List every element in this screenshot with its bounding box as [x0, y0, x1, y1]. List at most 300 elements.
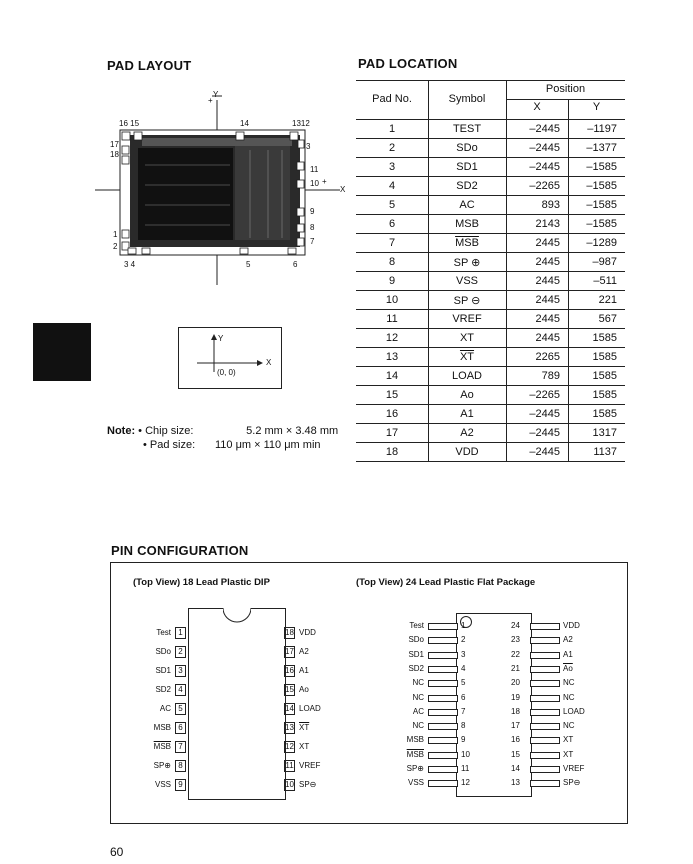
page-number: 60 [110, 845, 124, 859]
origin-y-label: Y [218, 334, 224, 343]
column-divider [506, 386, 507, 404]
pad-no-cell: 14 [385, 370, 399, 382]
flat-pin-lead [428, 637, 458, 644]
pad-no-cell: 1 [388, 123, 396, 135]
flat-pin-lead [428, 666, 458, 673]
pad-row [356, 138, 625, 157]
pad-x-cell: –2445 [529, 446, 560, 458]
flat-pin-lead [530, 737, 560, 744]
flat-title: (Top View) 24 Lead Plastic Flat Package [356, 577, 536, 588]
column-divider [506, 405, 507, 423]
column-divider [568, 196, 569, 214]
pad-symbol-cell: A2 [460, 427, 474, 439]
column-divider [428, 291, 429, 309]
dip-pin-label: VDD [299, 628, 316, 637]
flat-pin-number: 3 [461, 649, 466, 659]
pad-row [356, 195, 625, 214]
column-divider [568, 348, 569, 366]
column-divider [506, 158, 507, 176]
pad-location-table-wrap [356, 80, 625, 462]
pad-symbol-cell: VSS [455, 275, 478, 287]
flat-pin-label: SD1 [408, 649, 424, 659]
column-divider [428, 120, 429, 138]
pad-symbol-cell: SDo [456, 142, 478, 154]
axis-plus-x: + [322, 177, 327, 186]
pad-label-18: 18 [110, 150, 119, 159]
flat-pin-label: SD2 [408, 663, 424, 673]
header-position: Position [545, 83, 586, 95]
die-layout-figure [90, 90, 350, 290]
flat-pin-number: 23 [511, 635, 520, 645]
pad-location-rows [356, 119, 625, 462]
flat-pin-label: VREF [563, 764, 585, 773]
dip-pin-number: 13 [285, 723, 294, 732]
column-divider [428, 139, 429, 157]
column-divider [506, 234, 507, 252]
column-divider [506, 291, 507, 309]
flat-pin-number: 10 [461, 749, 470, 759]
column-divider [568, 253, 569, 271]
flat-pin-number: 12 [461, 778, 470, 788]
chip-size-label: • Chip size: [138, 425, 194, 437]
dip-pin-number: 11 [285, 761, 294, 770]
pad-row [356, 233, 625, 252]
flat-pin-lead [530, 709, 560, 716]
pad-row [356, 290, 625, 309]
flat-pin-label: Test [409, 621, 424, 630]
flat-pin-label: AC [412, 706, 424, 716]
pad-symbol-cell: TEST [452, 123, 482, 135]
pad-label-2: 2 [113, 242, 118, 251]
dip-title: (Top View) 18 Lead Plastic DIP [133, 577, 270, 588]
pad-label-1312: 1312 [292, 119, 310, 128]
dip-notch [223, 608, 251, 624]
column-divider [568, 386, 569, 404]
pad-x-cell: –2445 [529, 427, 560, 439]
column-divider [568, 405, 569, 423]
column-divider [506, 272, 507, 290]
pad-row [356, 385, 625, 404]
pad-no-cell: 7 [388, 237, 396, 249]
pad-x-cell: 2445 [535, 332, 560, 344]
dip-pin-number: 17 [285, 647, 294, 656]
axis-plus-label: + [208, 96, 213, 105]
flat-pin-number: 1 [461, 621, 466, 630]
pad-no-cell: 4 [388, 180, 396, 192]
dip-pin-label: A1 [299, 666, 309, 675]
dip-pin-label: VSS [154, 780, 171, 789]
pad-x-cell: 893 [541, 199, 560, 211]
dip-package-body [188, 608, 286, 800]
header-x: X [533, 101, 541, 113]
origin-x-label: X [266, 358, 272, 367]
column-divider [506, 215, 507, 233]
pad-label-1: 1 [113, 230, 118, 239]
pad-row [356, 214, 625, 233]
pad-no-cell: 8 [388, 256, 396, 268]
flat-pin-lead [530, 637, 560, 644]
chip-size-value: 5.2 mm × 3.48 mm [246, 425, 339, 437]
dip-pin-label: VREF [299, 761, 321, 770]
pad-y-cell: –987 [592, 256, 617, 268]
pad-row [356, 252, 625, 271]
column-divider [506, 348, 507, 366]
pad-row [356, 404, 625, 423]
pad-symbol-cell: SP ⊖ [453, 295, 481, 307]
flat-pin-label: $\overline{Ao}$ [563, 663, 573, 673]
dip-pin-number: 8 [175, 760, 186, 772]
pad-no-cell: 5 [388, 199, 396, 211]
column-divider [568, 424, 569, 442]
flat-pin-number: 18 [511, 706, 520, 716]
column-divider [428, 348, 429, 366]
pad-y-cell: 567 [598, 313, 617, 325]
pad-no-cell: 18 [385, 446, 399, 458]
pad-x-cell: 2445 [535, 294, 560, 306]
column-divider [428, 310, 429, 328]
column-divider [568, 329, 569, 347]
column-divider [568, 291, 569, 309]
pad-y-cell: –1197 [587, 123, 617, 135]
pad-no-cell: 10 [385, 294, 399, 306]
dip-pin-label: $\overline{XT}$ [299, 723, 310, 732]
pad-row [356, 271, 625, 290]
column-divider [568, 215, 569, 233]
dip-pin-number: 5 [175, 703, 186, 715]
flat-pin-label: XT [563, 749, 574, 759]
dip-pin-label: XT [299, 742, 310, 751]
flat-pin-lead [530, 652, 560, 659]
dip-pin-label: SD1 [155, 666, 171, 675]
column-divider [568, 177, 569, 195]
pad-symbol-cell: $\overline{XT}$ [459, 351, 475, 363]
flat-pin-label: NC [412, 692, 424, 702]
column-divider [428, 424, 429, 442]
column-divider [428, 196, 429, 214]
flat-pin-lead [428, 766, 458, 773]
dip-pin-number: 1 [175, 627, 186, 639]
pad-x-cell: –2445 [529, 142, 560, 154]
dip-pin-label: Test [156, 628, 171, 637]
column-divider [506, 253, 507, 271]
pad-y-cell: 221 [598, 294, 617, 306]
pad-y-cell: 1317 [592, 427, 617, 439]
flat-pin-number: 19 [511, 692, 520, 702]
pad-no-cell: 16 [385, 408, 399, 420]
pad-label-16-15: 16 15 [119, 119, 140, 128]
column-divider [506, 443, 507, 461]
dip-pin-number: 9 [175, 779, 186, 791]
column-divider [428, 367, 429, 385]
dip-pin-number: 3 [175, 665, 186, 677]
pad-no-cell: 17 [385, 427, 399, 439]
header-symbol: Symbol [448, 93, 486, 105]
dip-pin-number: 2 [175, 646, 186, 658]
pad-no-cell: 13 [385, 351, 399, 363]
flat-pin-label: XT [563, 735, 574, 745]
pad-label-8: 8 [310, 223, 315, 232]
column-divider [428, 158, 429, 176]
dip-pin-number: 12 [285, 742, 294, 751]
pad-symbol-cell: $\overline{MSB}$ [455, 237, 479, 249]
flat-pin-lead [428, 780, 458, 787]
pad-row [356, 328, 625, 347]
flat-pin-number: 14 [511, 764, 520, 773]
flat-pin-lead [428, 723, 458, 730]
dip-pin-label: A2 [299, 647, 309, 656]
column-divider [506, 120, 507, 138]
flat-pin-label: LOAD [563, 706, 585, 716]
pad-label-3-4: 3 4 [124, 260, 136, 269]
pad-label-9: 9 [310, 207, 315, 216]
flat-pin-number: 21 [511, 663, 520, 673]
pad-x-cell: –2265 [529, 180, 560, 192]
axis-x-label: X [340, 185, 346, 194]
column-divider [428, 253, 429, 271]
pad-size-label: • Pad size: [143, 439, 196, 451]
column-divider [568, 310, 569, 328]
dip-pin-number: 16 [285, 666, 294, 675]
pad-y-cell: –1585 [586, 180, 617, 192]
flat-pin-number: 7 [461, 706, 466, 716]
pad-x-cell: 2143 [535, 218, 560, 230]
pad-symbol-cell: MSB [455, 218, 479, 230]
header-y: Y [592, 101, 601, 113]
origin-coord-label: (0, 0) [217, 368, 236, 377]
column-divider [506, 424, 507, 442]
dip-pin-number: 10 [285, 780, 294, 789]
pad-no-cell: 3 [388, 161, 396, 173]
pad-label-3-right: 3 [306, 142, 311, 151]
pad-x-cell: 789 [541, 370, 560, 382]
flat-pin-label: NC [563, 678, 575, 688]
flat-pin-number: 2 [461, 635, 466, 645]
pad-y-cell: 1585 [592, 370, 617, 382]
column-divider [428, 177, 429, 195]
dip-pin-number: 14 [285, 704, 294, 713]
dip-pin-label: SD2 [155, 685, 171, 694]
column-divider [428, 329, 429, 347]
flat-pin-lead [428, 680, 458, 687]
pad-x-cell: 2445 [535, 275, 560, 287]
flat-pin-lead [428, 709, 458, 716]
dip-pin-label: LOAD [299, 704, 321, 713]
flat-pin-number: 13 [511, 778, 520, 788]
pad-y-cell: 1585 [592, 332, 617, 344]
pad-x-cell: 2445 [535, 237, 560, 249]
flat-pin-label: MSB [406, 735, 424, 745]
column-divider [568, 272, 569, 290]
flat-pin-number: 15 [511, 749, 520, 759]
pad-label-5: 5 [246, 260, 251, 269]
pad-label-10: 10 [310, 179, 319, 188]
pad-x-cell: –2445 [529, 408, 560, 420]
flat-pin-lead [530, 766, 560, 773]
dip-pin-label: Ao [299, 685, 309, 694]
flat-pin-number: 24 [511, 621, 520, 630]
column-divider [568, 139, 569, 157]
flat-pin-number: 16 [511, 735, 520, 745]
pad-symbol-cell: SD1 [456, 161, 478, 173]
flat-pin-lead [530, 666, 560, 673]
flat-pin-lead [530, 680, 560, 687]
pad-label-11: 11 [310, 165, 319, 174]
dip-pin-number: 7 [175, 741, 186, 753]
flat-pin-number: 5 [461, 678, 466, 688]
pad-symbol-cell: XT [459, 332, 475, 344]
pad-location-title: PAD LOCATION [358, 56, 458, 71]
note-label: Note: [107, 425, 136, 437]
pad-row [356, 309, 625, 328]
pin-config-title: PIN CONFIGURATION [111, 543, 249, 558]
dip-pin-label: $\overline{MSB}$ [153, 742, 171, 751]
flat-pin-lead [428, 695, 458, 702]
table-header [356, 81, 625, 119]
pad-symbol-cell: A1 [460, 408, 474, 420]
pad-no-cell: 15 [385, 389, 399, 401]
column-divider [506, 329, 507, 347]
pad-label-7: 7 [310, 237, 315, 246]
pad-symbol-cell: LOAD [452, 370, 482, 382]
column-divider [568, 234, 569, 252]
flat-pin-label: SDo [408, 635, 424, 645]
pad-y-cell: 1585 [592, 389, 617, 401]
pad-symbol-cell: SP ⊕ [453, 257, 481, 269]
pad-y-cell: 1137 [593, 446, 617, 458]
pad-x-cell: 2445 [535, 256, 560, 268]
pad-no-cell: 9 [388, 275, 396, 287]
pad-size-value: 110 μm × 110 μm min [215, 439, 321, 451]
flat-pin-label: NC [563, 692, 575, 702]
flat-pin-label: NC [412, 678, 424, 688]
pad-row [356, 442, 625, 461]
column-divider [506, 139, 507, 157]
flat-pin-lead [530, 723, 560, 730]
flat-pin-number: 9 [461, 735, 466, 745]
flat-pin-lead [530, 780, 560, 787]
column-divider [568, 367, 569, 385]
flat-pin-lead [530, 695, 560, 702]
dip-pin-label: SP⊕ [153, 761, 171, 770]
pad-y-cell: 1585 [592, 351, 617, 363]
flat-pin-label: NC [412, 721, 424, 731]
column-divider [428, 234, 429, 252]
pad-symbol-cell: SD2 [456, 180, 478, 192]
pad-row [356, 366, 625, 385]
pad-x-cell: –2265 [529, 389, 560, 401]
column-divider [506, 367, 507, 385]
column-divider [428, 386, 429, 404]
pad-symbol-cell: AC [459, 199, 475, 211]
flat-pin-label: SP⊕ [406, 764, 424, 773]
flat-pin-number: 4 [461, 663, 466, 673]
dip-pin-number: 18 [285, 628, 294, 637]
column-divider [568, 120, 569, 138]
flat-pin-label: $\overline{MSB}$ [406, 749, 424, 759]
pad-x-cell: –2445 [529, 123, 560, 135]
flat-pin-number: 8 [461, 721, 466, 731]
flat-pin-label: SP⊖ [563, 778, 581, 788]
pin-config-frame [110, 562, 628, 824]
dip-pin-label: SP⊖ [299, 780, 317, 789]
column-divider [568, 443, 569, 461]
pad-row [356, 157, 625, 176]
pad-no-cell: 11 [386, 313, 398, 325]
pad-y-cell: –1585 [586, 218, 617, 230]
pad-y-cell: –511 [593, 275, 617, 287]
pad-label-14: 14 [240, 119, 249, 128]
flat-pin-number: 11 [461, 764, 470, 773]
flat-pin-lead [428, 652, 458, 659]
dip-pin-label: SDo [155, 647, 171, 656]
pad-label-6: 6 [293, 260, 298, 269]
pad-x-cell: 2445 [535, 313, 560, 325]
column-divider [428, 215, 429, 233]
header-position-rule [506, 99, 625, 100]
flat-pin-number: 20 [511, 678, 520, 688]
pad-y-cell: –1585 [586, 161, 617, 173]
dip-pin-number: 6 [175, 722, 186, 734]
column-divider [568, 158, 569, 176]
header-pad-no: Pad No. [372, 93, 412, 105]
flat-pin-label: VDD [563, 621, 580, 630]
column-divider [428, 443, 429, 461]
flat-pin-lead [428, 737, 458, 744]
pad-layout-title: PAD LAYOUT [107, 58, 192, 73]
dip-pin-label: AC [159, 704, 171, 713]
section-tab-marker [33, 323, 91, 381]
pad-no-cell: 2 [388, 142, 396, 154]
pad-y-cell: 1585 [592, 408, 617, 420]
flat-pin-lead [530, 752, 560, 759]
dip-pin-number: 15 [285, 685, 294, 694]
flat-pin-lead [428, 623, 458, 630]
flat-pin-lead [428, 752, 458, 759]
pad-y-cell: –1585 [586, 199, 617, 211]
dip-pin-label: MSB [153, 723, 171, 732]
pad-y-cell: –1377 [586, 142, 617, 154]
pad-symbol-cell: VREF [452, 313, 482, 325]
column-divider [506, 196, 507, 214]
table-bottom-rule [356, 461, 625, 462]
flat-pin-label: VSS [407, 778, 424, 788]
pad-row [356, 423, 625, 442]
pad-row [356, 119, 625, 138]
pad-label-17: 17 [110, 140, 119, 149]
flat-pin-number: 22 [511, 649, 520, 659]
column-divider [428, 272, 429, 290]
column-divider [428, 405, 429, 423]
pad-x-cell: 2265 [535, 351, 560, 363]
dip-pin-number: 4 [175, 684, 186, 696]
flat-pin-lead [530, 623, 560, 630]
pad-symbol-cell: VDD [455, 446, 479, 458]
pad-symbol-cell: Ao [460, 389, 474, 401]
column-divider [506, 310, 507, 328]
pad-row [356, 176, 625, 195]
pad-no-cell: 6 [388, 218, 396, 230]
pad-no-cell: 12 [385, 332, 399, 344]
pad-y-cell: –1289 [586, 237, 617, 249]
flat-pin-label: A2 [563, 635, 573, 645]
flat-pin-label: A1 [563, 649, 573, 659]
flat-pin-number: 6 [461, 692, 466, 702]
axis-y-label: Y [213, 90, 219, 99]
note-block [107, 424, 338, 452]
pad-x-cell: –2445 [529, 161, 560, 173]
column-divider [506, 177, 507, 195]
pad-row [356, 347, 625, 366]
